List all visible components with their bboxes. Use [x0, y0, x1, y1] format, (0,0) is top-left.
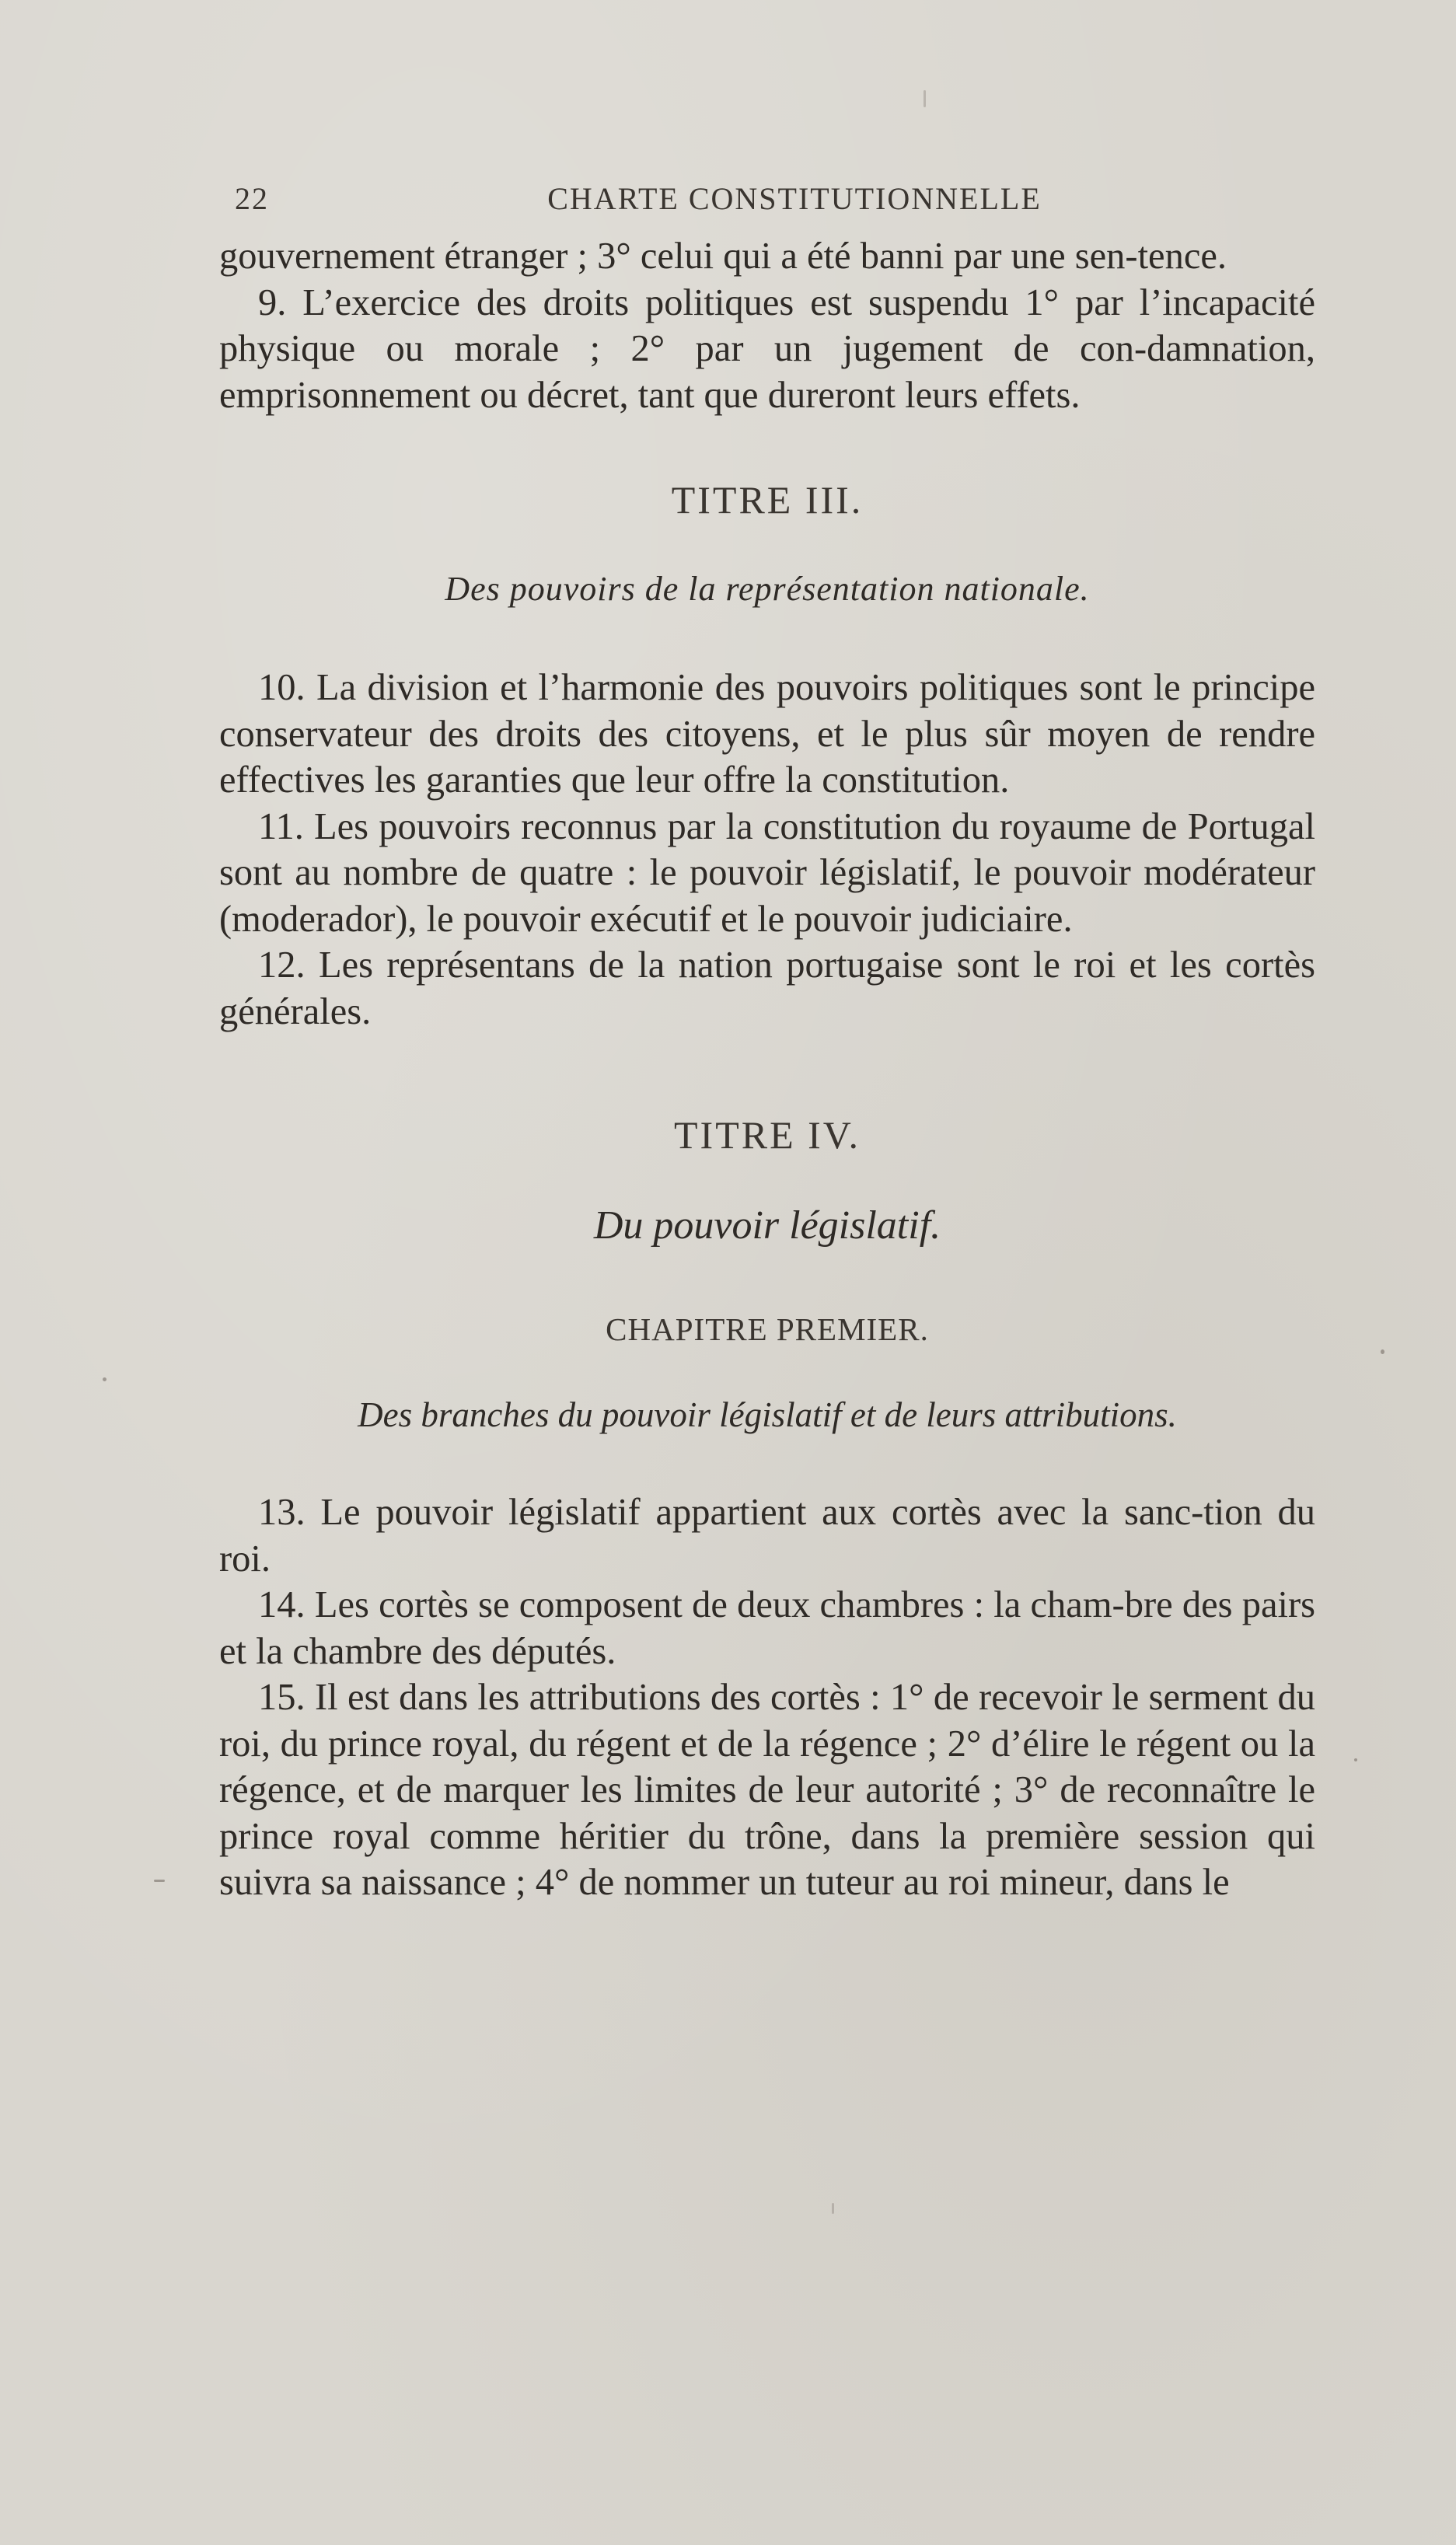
paper-speck: [1381, 1349, 1384, 1354]
page-number: 22: [235, 181, 269, 216]
chapitre-premier-heading: CHAPITRE PREMIER.: [606, 1311, 929, 1347]
paragraph-continued: gouvernement étranger ; 3° celui qui a été banni par une sen-tence.: [219, 236, 1227, 277]
article-9: 9. L’exercice des droits politiques est suspendu 1° par l’incapacité physique ou morale ; 2° par un jugement de con-damnation, emprisonnement ou décret, tant que dureront leurs effets.: [219, 281, 1315, 416]
article-12: 12. Les représentans de la nation portugaise sont le roi et les cortès générales.: [219, 944, 1315, 1032]
titre-iv-heading: TITRE IV.: [674, 1113, 861, 1157]
titre-iv-subtitle: Du pouvoir législatif.: [593, 1203, 941, 1248]
article-14: 14. Les cortès se composent de deux chambres : la cham-bre des pairs et la chambre des députés.: [219, 1584, 1315, 1672]
article-13: 13. Le pouvoir législatif appartient aux cortès avec la sanc-tion du roi.: [219, 1492, 1315, 1580]
chapitre-subtitle: Des branches du pouvoir législatif et de leurs attributions.: [358, 1395, 1177, 1434]
titre-iii-subtitle: Des pouvoirs de la représentation nationale.: [445, 570, 1090, 608]
article-15: 15. Il est dans les attributions des cortès : 1° de recevoir le serment du roi, du prince royal, du régent et de la régence ; 2° d’élire le régent ou la régence, et de marquer les limites de leur autorité ; 3° de reconnaître le prince royal comme héritier du trône, dans la première session qui suivra sa naissance ; 4° de nommer un tuteur au roi mineur, dans le: [219, 1677, 1315, 1903]
paper-speck: [1354, 1758, 1357, 1761]
titre-iii-heading: TITRE III.: [671, 478, 864, 522]
paper-speck: [832, 2203, 834, 2214]
paper-speck: [154, 1880, 165, 1882]
paper-speck: [103, 1377, 106, 1381]
paper-speck: [924, 90, 926, 107]
text-column: [219, 177, 1315, 1906]
running-title: CHARTE CONSTITUTIONNELLE: [547, 181, 1042, 216]
article-11: 11. Les pouvoirs reconnus par la constitution du royaume de Portugal sont au nombre de quatre : le pouvoir législatif, le pouvoir modérateur (moderador), le pouvoir exécutif et le pouvoir judiciaire.: [219, 805, 1315, 940]
running-head: [219, 177, 1315, 218]
article-10: 10. La division et l’harmonie des pouvoirs politiques sont le principe conservateur des droits des citoyens, et le plus sûr moyen de rendre effectives les garanties que leur offre la constitution.: [219, 667, 1315, 801]
